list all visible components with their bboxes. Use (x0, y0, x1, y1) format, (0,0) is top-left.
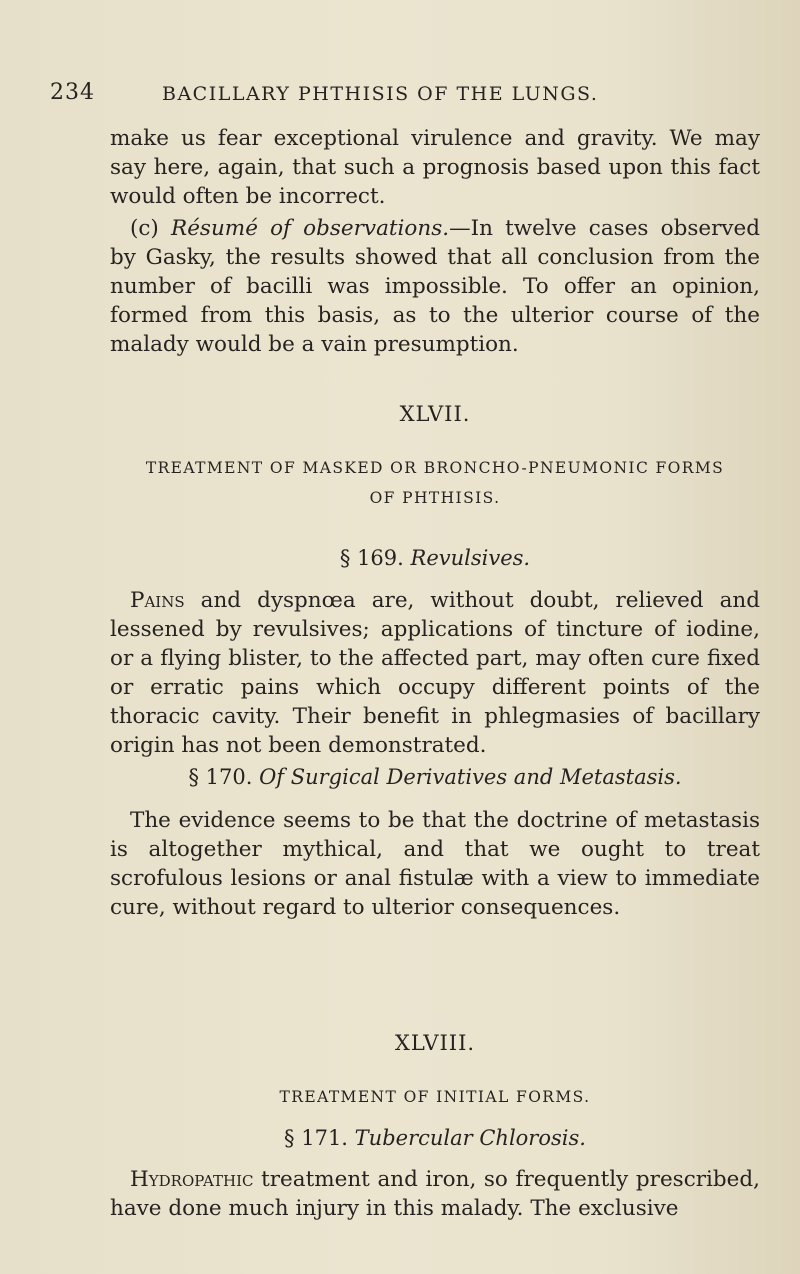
chapter-48-title: TREATMENT OF INITIAL FORMS. (279, 1088, 591, 1106)
paragraph-chlorosis (110, 1165, 760, 1223)
section-170-number: § 170. (188, 765, 253, 789)
section-171-heading (110, 1126, 760, 1150)
section-169-number: § 169. (339, 546, 404, 570)
page-number: 234 (50, 80, 95, 105)
page-header (50, 80, 780, 110)
section-169-heading (110, 546, 760, 570)
chlorosis-text: treatment and iron, so frequently prescribed, have done much injury in this malady. The exclusive (110, 1167, 760, 1221)
revulsives-text: and dyspnœa are, without doubt, relieved and lessened by revulsives; applications of tincture of iodine, or a flying blister, to the affected part, may often cure fixed or erratic pains which occupy different points of the thoracic cavity. Their benefit in phlegmasies of bacillary origin has not been demonstrated. (110, 588, 760, 758)
chapter-47-title-line2: OF PHTHISIS. (369, 489, 501, 507)
chapter-47-title (110, 453, 760, 513)
running-title: BACILLARY PHTHISIS OF THE LUNGS. (162, 83, 599, 105)
section-170-title: Of Surgical Derivatives and Metastasis. (259, 765, 682, 789)
paragraph-resume (110, 214, 760, 359)
section-170-heading (110, 765, 760, 789)
section-171-number: § 171. (284, 1126, 348, 1150)
chapter-47-number: XLVII. (399, 402, 471, 426)
resume-prefix: (c) (130, 216, 172, 241)
revulsives-lead: Pains (130, 588, 185, 613)
resume-title: Résumé of observations. (171, 216, 450, 241)
chapter-47-title-line1: TREATMENT OF MASKED OR BRONCHO-PNEUMONIC FORMS (145, 459, 725, 477)
section-171-title: Tubercular Chlorosis. (354, 1126, 586, 1150)
chapter-48-number: XLVIII. (394, 1031, 476, 1055)
paragraph-continuation: make us fear exceptional virulence and gravity. We may say here, again, that such a prognosis based upon this fact would often be incorrect. (110, 126, 760, 209)
resume-text: —In twelve cases observed by Gasky, the results showed that all conclusion from the number of bacilli was impossible. To offer an opinion, formed from this basis, as to the ulterior course of the malady would be a vain presumption. (110, 216, 761, 357)
paragraph-metastasis: The evidence seems to be that the doctrine of metastasis is altogether mythical, and that we ought to treat scrofulous lesions or anal fistulæ with a view to immediate cure, without regard to ulterior consequences. (110, 808, 760, 920)
section-169-title: Revulsives. (410, 546, 531, 570)
chlorosis-lead: Hydropathic (130, 1167, 254, 1192)
paragraph-revulsives (110, 586, 760, 760)
